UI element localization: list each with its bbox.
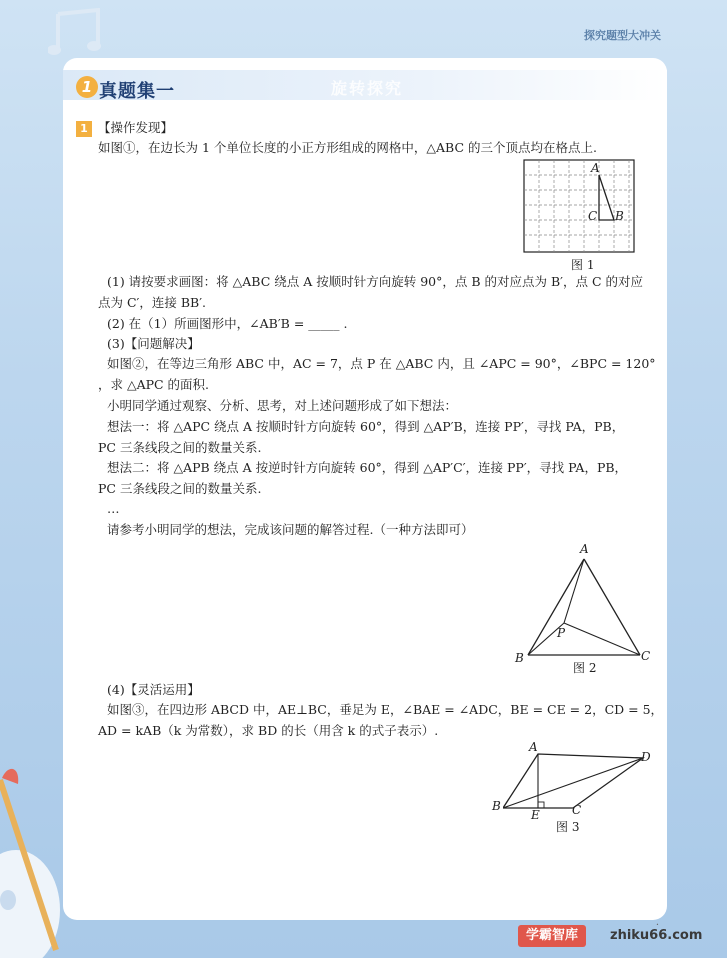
fig1-label-a: A (591, 161, 600, 175)
footer-url[interactable]: zhiku66.com (610, 928, 703, 943)
question-line: PC 三条线段之间的数量关系. (98, 440, 262, 455)
question-line: … (107, 501, 120, 516)
footer-brand: 学霸智库 (518, 925, 586, 947)
question-line: 【操作发现】 (98, 120, 174, 135)
question-line: 想法二：将 △APB 绕点 A 按逆时针方向旋转 60°，得到 △AP′C′，连接 PP′，寻找 PA，PB， (107, 460, 628, 475)
question-line: (4)【灵活运用】 (107, 682, 200, 697)
question-line: (3)【问题解决】 (107, 336, 200, 351)
fig2-label-c: C (641, 649, 651, 663)
fig2-caption: 图 2 (573, 661, 597, 675)
fig3-caption: 图 3 (556, 820, 580, 834)
footer-watermark (518, 925, 718, 947)
fig3-label-e: E (531, 808, 540, 822)
question-number-badge: 1 (76, 121, 92, 137)
question-line: 如图①，在边长为 1 个单位长度的小正方形组成的网格中，△ABC 的三个顶点均在格点上. (98, 140, 597, 155)
fig3-label-b: B (492, 799, 501, 813)
section-faded-title: 旋转探究 (331, 79, 404, 98)
figure-2-triangle (518, 553, 658, 663)
fig2-label-b: B (515, 651, 524, 665)
section-title: 真题集一 (99, 81, 175, 102)
chapter-label: 探究题型大冲关 (584, 29, 661, 42)
fig3-label-d: D (641, 750, 651, 764)
figure-1-grid (521, 158, 651, 258)
page-marker: · (655, 920, 659, 931)
question-line: 点为 C′，连接 BB′. (98, 295, 207, 310)
fig3-label-a: A (529, 740, 538, 754)
question-line: (2) 在（1）所画图形中，∠AB′B = _____ . (107, 316, 348, 331)
fig1-label-b: B (615, 209, 624, 223)
fig1-caption: 图 1 (571, 258, 595, 272)
fig1-label-c: C (588, 209, 598, 223)
question-line: 如图②，在等边三角形 ABC 中，AC = 7，点 P 在 △ABC 内，且 ∠APC = 90°，∠BPC = 120° (107, 356, 656, 371)
fig2-label-p: P (557, 626, 566, 640)
question-line: 小明同学通过观察、分析、思考，对上述问题形成了如下想法： (107, 398, 458, 413)
question-line: ，求 △APC 的面积. (98, 377, 210, 392)
content-card (63, 58, 667, 920)
fig2-label-a: A (580, 542, 589, 556)
question-line: 如图③，在四边形 ABCD 中，AE⊥BC，垂足为 E，∠BAE = ∠ADC，BE = CE = 2，CD = 5， (107, 702, 664, 717)
question-line: (1) 请按要求画图：将 △ABC 绕点 A 按顺时针方向旋转 90°，点 B 的对应点为 B′，点 C 的对应 (107, 274, 643, 289)
music-note-decoration (48, 8, 108, 58)
fig3-label-c: C (572, 803, 582, 817)
section-number-badge: 1 (76, 76, 98, 98)
question-line: PC 三条线段之间的数量关系. (98, 481, 262, 496)
question-line: 请参考小明同学的想法，完成该问题的解答过程.（一种方法即可） (107, 522, 474, 537)
question-line: 想法一：将 △APC 绕点 A 按顺时针方向旋转 60°，得到 △AP′B，连接 PP′，寻找 PA，PB， (107, 419, 625, 434)
paint-palette-decoration (0, 760, 64, 958)
question-line: AD = kAB（k 为常数），求 BD 的长（用含 k 的式子表示）. (98, 723, 439, 738)
